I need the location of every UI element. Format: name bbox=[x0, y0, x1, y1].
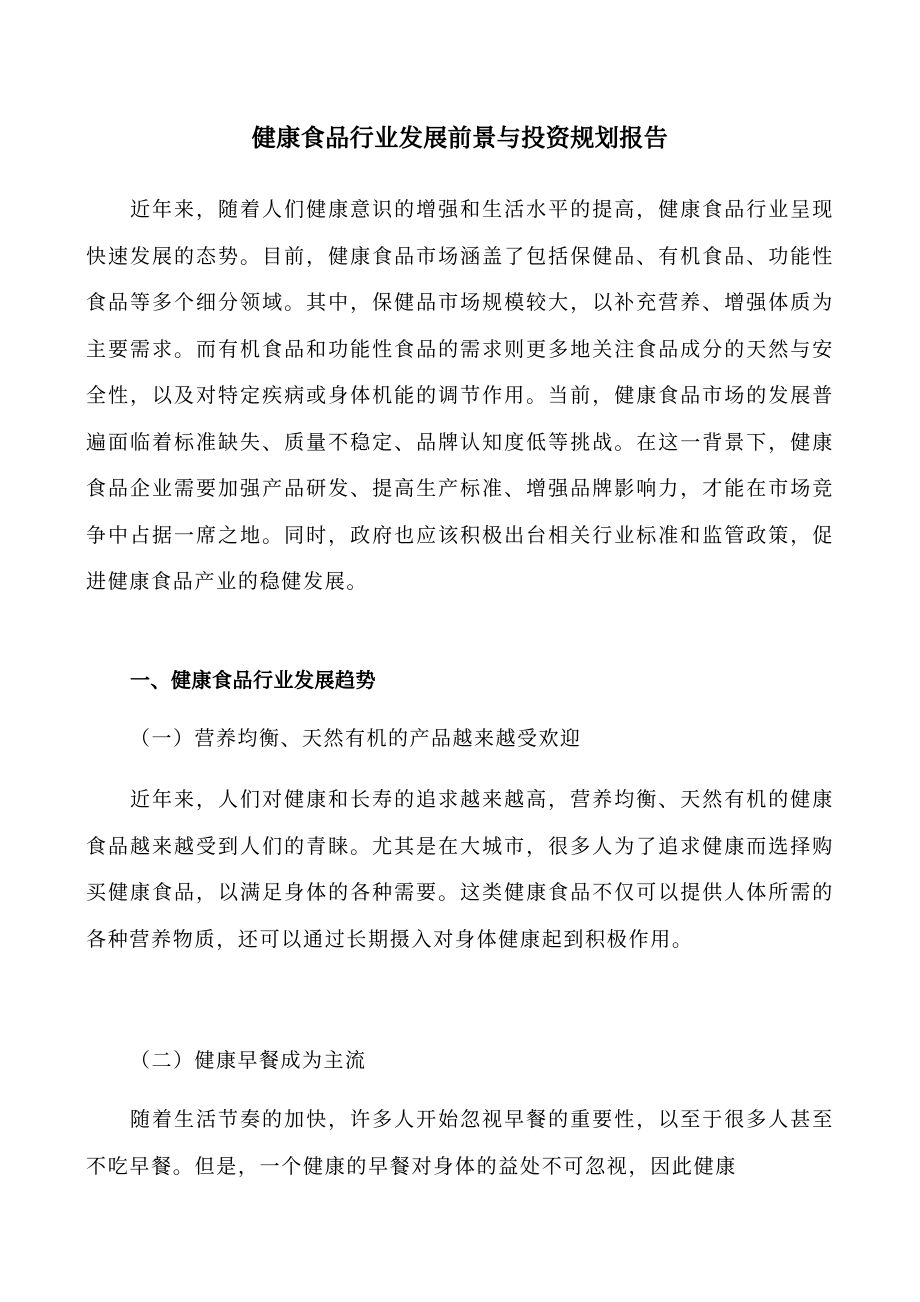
document-title: 健康食品行业发展前景与投资规划报告 bbox=[251, 124, 669, 152]
subsection-body-nutrition: 近年来，人们对健康和长寿的追求越来越高，营养均衡、天然有机的健康食品越来越受到人们的青睐。尤其是在大城市，很多人为了追求健康而选择购买健康食品，以满足身体的各种需要。这类健康食品不仅可以提供人体所需的各种营养物质，还可以通过长期摄入对身体健康起到积极作用。 bbox=[86, 787, 834, 951]
subsection-heading-breakfast: （二）健康早餐成为主流 bbox=[130, 1048, 367, 1072]
section-heading-trends: 一、健康食品行业发展趋势 bbox=[130, 668, 376, 692]
subsection-heading-nutrition: （一）营养均衡、天然有机的产品越来越受欢迎 bbox=[130, 726, 582, 750]
intro-paragraph: 近年来，随着人们健康意识的增强和生活水平的提高，健康食品行业呈现快速发展的态势。目前，健康食品市场涵盖了包括保健品、有机食品、功能性食品等多个细分领域。其中，保健品市场规模较大，以补充营养、增强体质为主要需求。而有机食品和功能性食品的需求则更多地关注食品成分的天然与安全性，以及对特定疾病或身体机能的调节作用。当前，健康食品市场的发展普遍面临着标准缺失、质量不稳定、品牌认知度低等挑战。在这一背景下，健康食品企业需要加强产品研发、提高生产标准、增强品牌影响力，才能在市场竞争中占据一席之地。同时，政府也应该积极出台相关行业标准和监管政策，促进健康食品产业的稳健发展。 bbox=[86, 197, 834, 593]
subsection-body-breakfast: 随着生活节奏的加快，许多人开始忽视早餐的重要性，以至于很多人甚至不吃早餐。但是，一个健康的早餐对身体的益处不可忽视，因此健康 bbox=[86, 1107, 834, 1178]
